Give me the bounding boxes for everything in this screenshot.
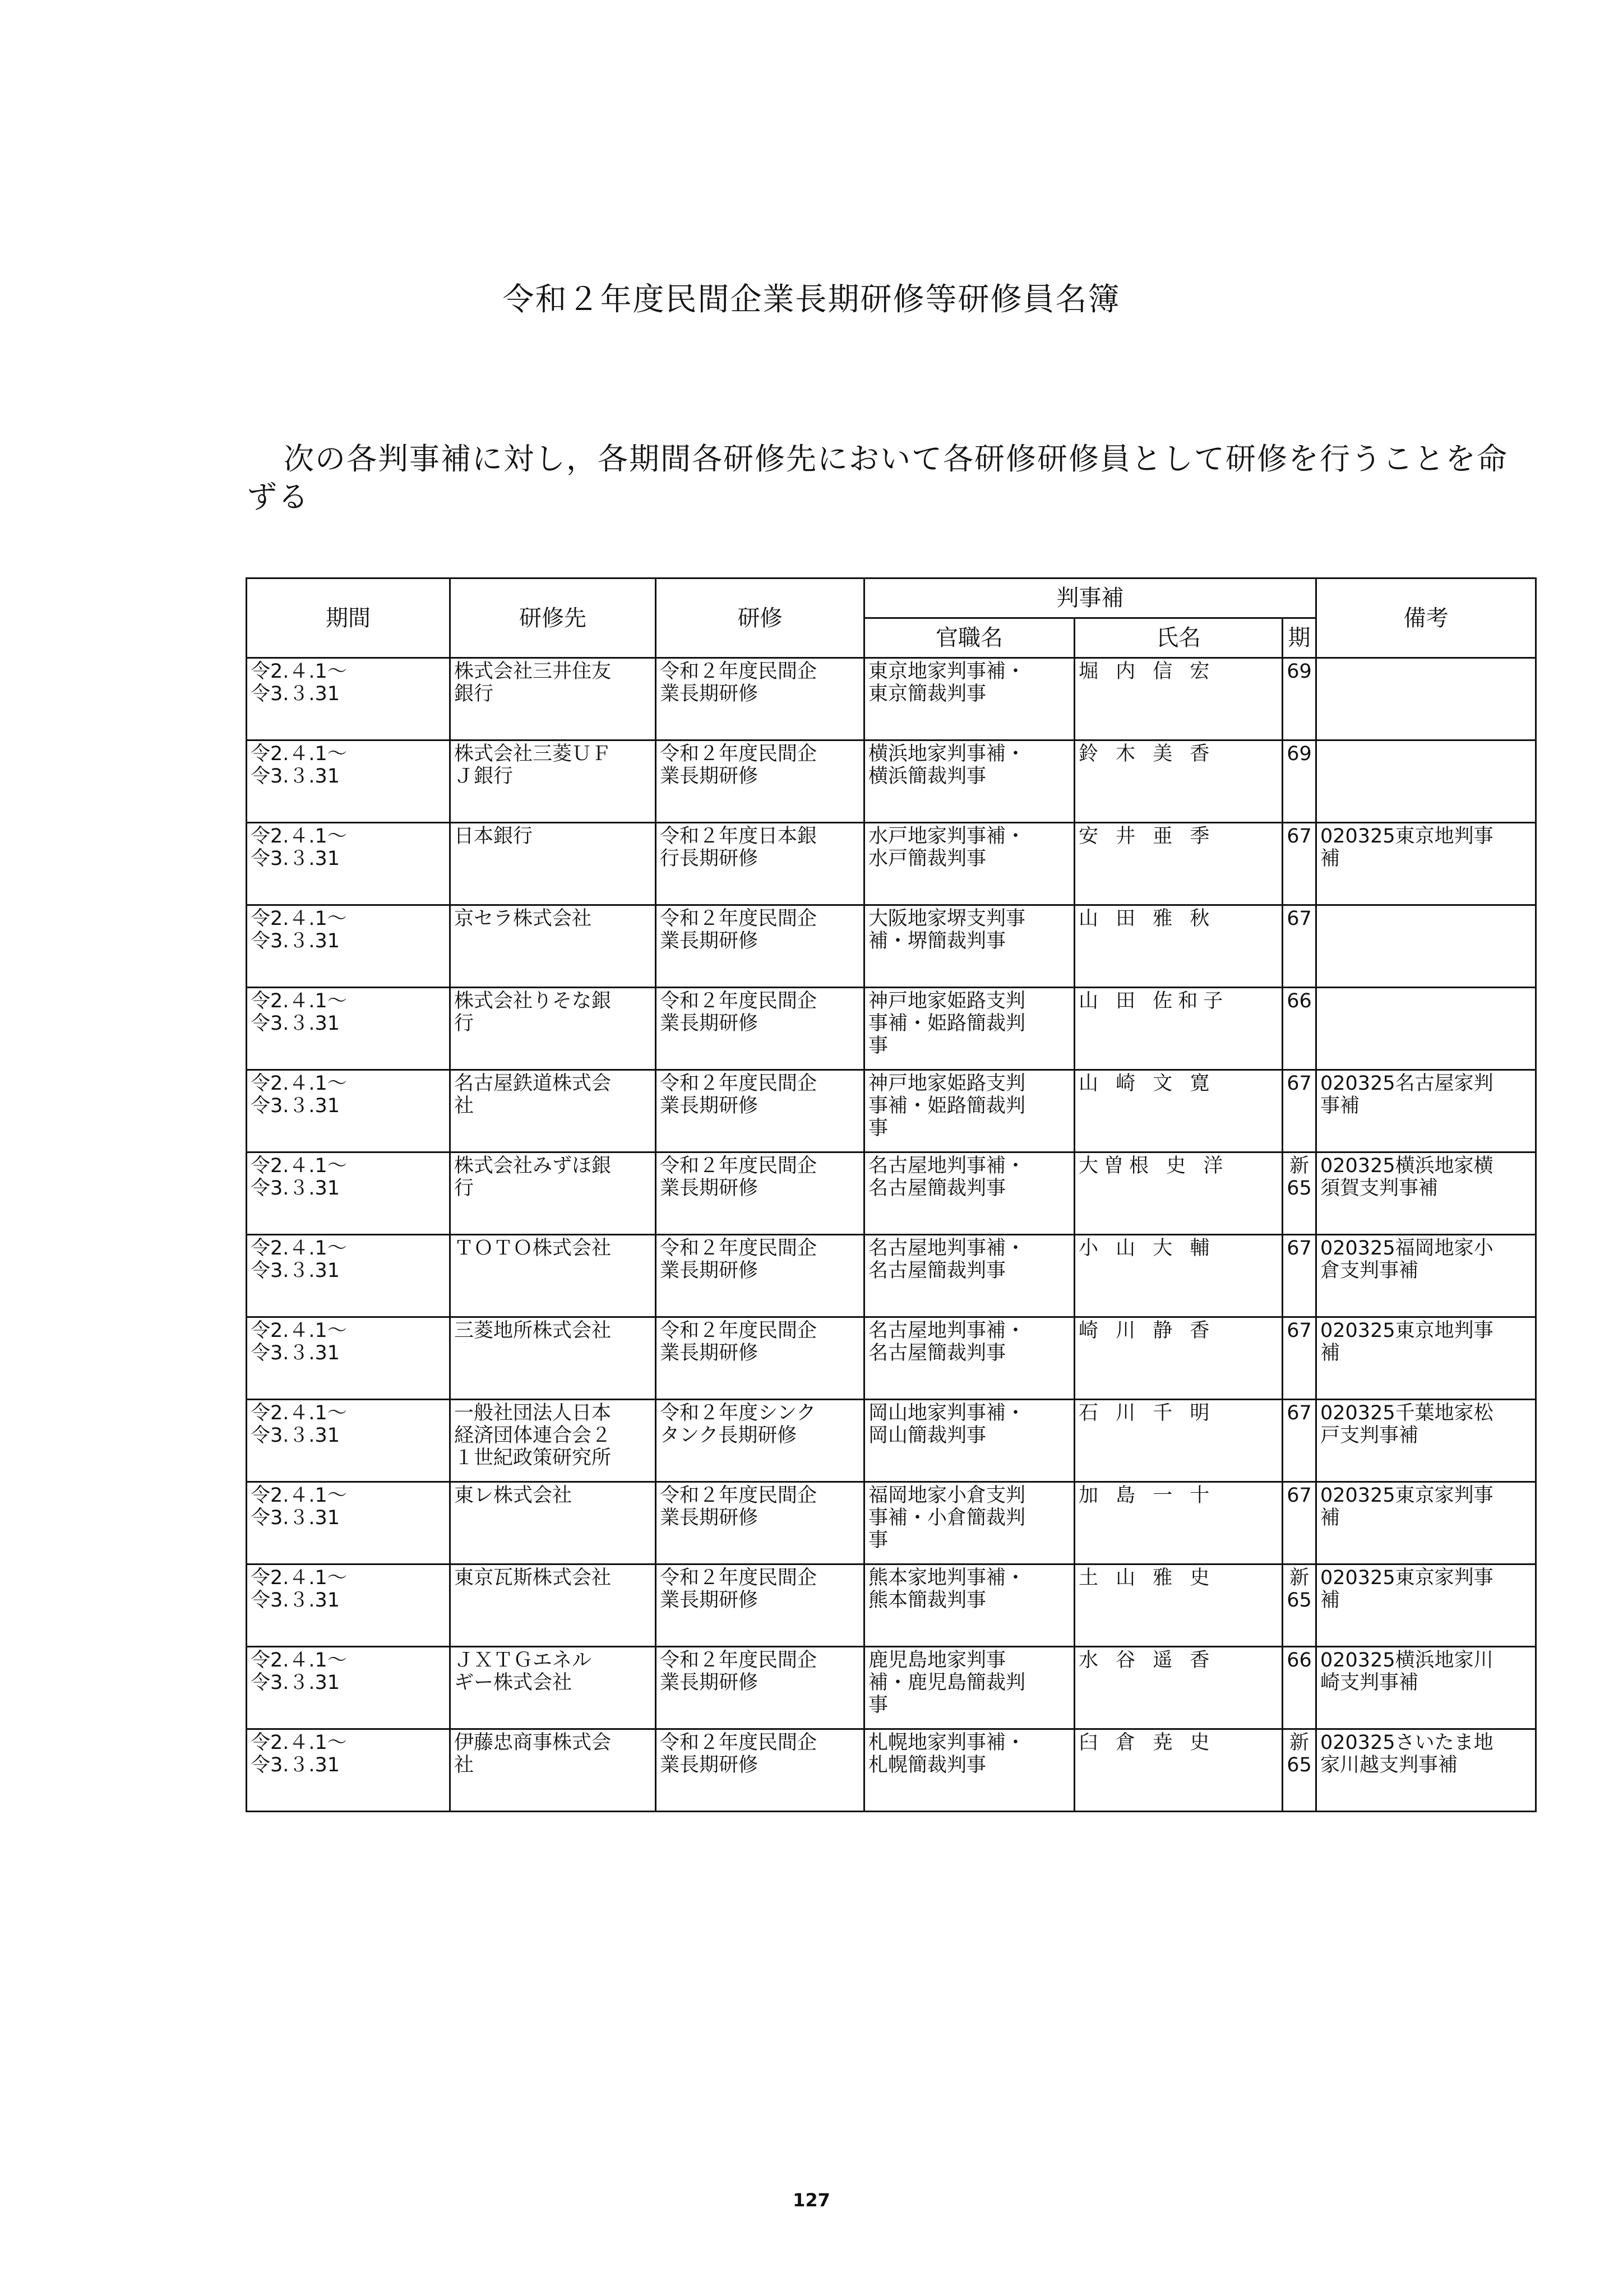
period-cell: 令2.４.1～ 令3.３.31 <box>247 905 450 988</box>
term-cell: 67 <box>1283 823 1316 905</box>
destination-cell: 伊藤忠商事株式会 社 <box>450 1729 656 1812</box>
position-cell: 東京地家判事補・ 東京簡裁判事 <box>864 658 1075 740</box>
remarks-cell <box>1316 988 1536 1070</box>
table-row <box>247 1152 1536 1235</box>
table-row <box>247 905 1536 988</box>
destination-cell: 三菱地所株式会社 <box>450 1317 656 1400</box>
training-cell: 令和２年度民間企 業長期研修 <box>656 1235 864 1317</box>
training-cell: 令和２年度日本銀 行長期研修 <box>656 823 864 905</box>
training-cell: 令和２年度民間企 業長期研修 <box>656 1070 864 1152</box>
table-row <box>247 988 1536 1070</box>
destination-cell: ＪＸＴＧエネル ギー株式会社 <box>450 1647 656 1729</box>
period-cell: 令2.４.1～ 令3.３.31 <box>247 1400 450 1482</box>
position-cell: 名古屋地判事補・ 名古屋簡裁判事 <box>864 1152 1075 1235</box>
remarks-cell <box>1316 905 1536 988</box>
term-cell: 66 <box>1283 988 1316 1070</box>
period-cell: 令2.４.1～ 令3.３.31 <box>247 1729 450 1812</box>
destination-cell: 名古屋鉄道株式会 社 <box>450 1070 656 1152</box>
term-cell: 67 <box>1283 1317 1316 1400</box>
remarks-cell: 020325東京家判事 補 <box>1316 1564 1536 1647</box>
term-cell: 67 <box>1283 1400 1316 1482</box>
name-cell: 山 崎 文 寛 <box>1075 1070 1283 1152</box>
position-cell: 神戸地家姫路支判 事補・姫路簡裁判 事 <box>864 988 1075 1070</box>
destination-cell: 一般社団法人日本 経済団体連合会２ １世紀政策研究所 <box>450 1400 656 1482</box>
term-cell: 67 <box>1283 905 1316 988</box>
term-cell: 67 <box>1283 1482 1316 1564</box>
remarks-cell: 020325さいたま地 家川越支判事補 <box>1316 1729 1536 1812</box>
name-cell: 石 川 千 明 <box>1075 1400 1283 1482</box>
destination-cell: 東京瓦斯株式会社 <box>450 1564 656 1647</box>
trainee-roster-table <box>246 577 1537 1812</box>
name-cell: 大曽根 史 洋 <box>1075 1152 1283 1235</box>
header-term: 期 <box>1283 618 1316 658</box>
training-cell: 令和２年度民間企 業長期研修 <box>656 1317 864 1400</box>
destination-cell: 日本銀行 <box>450 823 656 905</box>
intro-paragraph: 次の各判事補に対し，各期間各研修先において各研修研修員として研修を行うことを命ずる <box>247 441 1508 515</box>
name-cell: 安 井 亜 季 <box>1075 823 1283 905</box>
destination-cell: ＴＯＴＯ株式会社 <box>450 1235 656 1317</box>
table-row <box>247 740 1536 823</box>
destination-cell: 株式会社三井住友 銀行 <box>450 658 656 740</box>
position-cell: 神戸地家姫路支判 事補・姫路簡裁判 事 <box>864 1070 1075 1152</box>
term-cell: 新 65 <box>1283 1729 1316 1812</box>
table-row <box>247 823 1536 905</box>
position-cell: 福岡地家小倉支判 事補・小倉簡裁判 事 <box>864 1482 1075 1564</box>
training-cell: 令和２年度民間企 業長期研修 <box>656 988 864 1070</box>
training-cell: 令和２年度民間企 業長期研修 <box>656 1647 864 1729</box>
period-cell: 令2.４.1～ 令3.３.31 <box>247 1482 450 1564</box>
remarks-cell: 020325千葉地家松 戸支判事補 <box>1316 1400 1536 1482</box>
position-cell: 名古屋地判事補・ 名古屋簡裁判事 <box>864 1317 1075 1400</box>
period-cell: 令2.４.1～ 令3.３.31 <box>247 1152 450 1235</box>
remarks-cell: 020325東京家判事 補 <box>1316 1482 1536 1564</box>
training-cell: 令和２年度民間企 業長期研修 <box>656 740 864 823</box>
destination-cell: 京セラ株式会社 <box>450 905 656 988</box>
period-cell: 令2.４.1～ 令3.３.31 <box>247 658 450 740</box>
table-row <box>247 1647 1536 1729</box>
name-cell: 崎 川 静 香 <box>1075 1317 1283 1400</box>
name-cell: 堀 内 信 宏 <box>1075 658 1283 740</box>
position-cell: 大阪地家堺支判事 補・堺簡裁判事 <box>864 905 1075 988</box>
term-cell: 69 <box>1283 658 1316 740</box>
header-remarks: 備考 <box>1316 578 1536 658</box>
table-row <box>247 1482 1536 1564</box>
name-cell: 小 山 大 輔 <box>1075 1235 1283 1317</box>
name-cell: 土 山 雅 史 <box>1075 1564 1283 1647</box>
period-cell: 令2.４.1～ 令3.３.31 <box>247 1070 450 1152</box>
training-cell: 令和２年度民間企 業長期研修 <box>656 905 864 988</box>
destination-cell: 株式会社りそな銀 行 <box>450 988 656 1070</box>
remarks-cell: 020325名古屋家判 事補 <box>1316 1070 1536 1152</box>
period-cell: 令2.４.1～ 令3.３.31 <box>247 1647 450 1729</box>
table-row <box>247 658 1536 740</box>
training-cell: 令和２年度民間企 業長期研修 <box>656 658 864 740</box>
name-cell: 臼 倉 尭 史 <box>1075 1729 1283 1812</box>
term-cell: 69 <box>1283 740 1316 823</box>
name-cell: 山 田 雅 秋 <box>1075 905 1283 988</box>
table-row <box>247 1564 1536 1647</box>
header-name: 氏名 <box>1075 618 1283 658</box>
position-cell: 鹿児島地家判事 補・鹿児島簡裁判 事 <box>864 1647 1075 1729</box>
destination-cell: 株式会社みずほ銀 行 <box>450 1152 656 1235</box>
remarks-cell: 020325横浜地家横 須賀支判事補 <box>1316 1152 1536 1235</box>
header-training: 研修 <box>656 578 864 658</box>
name-cell: 鈴 木 美 香 <box>1075 740 1283 823</box>
remarks-cell <box>1316 658 1536 740</box>
training-cell: 令和２年度シンク タンク長期研修 <box>656 1400 864 1482</box>
table-row <box>247 1235 1536 1317</box>
table-row <box>247 1400 1536 1482</box>
period-cell: 令2.４.1～ 令3.３.31 <box>247 1235 450 1317</box>
destination-cell: 東レ株式会社 <box>450 1482 656 1564</box>
position-cell: 熊本家地判事補・ 熊本簡裁判事 <box>864 1564 1075 1647</box>
page-number: 127 <box>793 2189 830 2211</box>
term-cell: 66 <box>1283 1647 1316 1729</box>
period-cell: 令2.４.1～ 令3.３.31 <box>247 740 450 823</box>
period-cell: 令2.４.1～ 令3.３.31 <box>247 1564 450 1647</box>
remarks-cell: 020325東京地判事 補 <box>1316 1317 1536 1400</box>
term-cell: 67 <box>1283 1235 1316 1317</box>
period-cell: 令2.４.1～ 令3.３.31 <box>247 988 450 1070</box>
table-row <box>247 1317 1536 1400</box>
position-cell: 名古屋地判事補・ 名古屋簡裁判事 <box>864 1235 1075 1317</box>
header-judge-group: 判事補 <box>864 578 1316 618</box>
period-cell: 令2.４.1～ 令3.３.31 <box>247 823 450 905</box>
document-title: 令和２年度民間企業長期研修等研修員名簿 <box>502 281 1121 318</box>
remarks-cell: 020325東京地判事 補 <box>1316 823 1536 905</box>
name-cell: 加 島 一 十 <box>1075 1482 1283 1564</box>
position-cell: 岡山地家判事補・ 岡山簡裁判事 <box>864 1400 1075 1482</box>
table-row <box>247 1729 1536 1812</box>
remarks-cell <box>1316 740 1536 823</box>
header-position: 官職名 <box>864 618 1075 658</box>
position-cell: 水戸地家判事補・ 水戸簡裁判事 <box>864 823 1075 905</box>
training-cell: 令和２年度民間企 業長期研修 <box>656 1729 864 1812</box>
remarks-cell: 020325福岡地家小 倉支判事補 <box>1316 1235 1536 1317</box>
position-cell: 横浜地家判事補・ 横浜簡裁判事 <box>864 740 1075 823</box>
name-cell: 水 谷 遥 香 <box>1075 1647 1283 1729</box>
destination-cell: 株式会社三菱ＵＦ Ｊ銀行 <box>450 740 656 823</box>
header-destination: 研修先 <box>450 578 656 658</box>
remarks-cell: 020325横浜地家川 崎支判事補 <box>1316 1647 1536 1729</box>
training-cell: 令和２年度民間企 業長期研修 <box>656 1564 864 1647</box>
term-cell: 67 <box>1283 1070 1316 1152</box>
training-cell: 令和２年度民間企 業長期研修 <box>656 1482 864 1564</box>
training-cell: 令和２年度民間企 業長期研修 <box>656 1152 864 1235</box>
name-cell: 山 田 佐和子 <box>1075 988 1283 1070</box>
position-cell: 札幌地家判事補・ 札幌簡裁判事 <box>864 1729 1075 1812</box>
table-row <box>247 1070 1536 1152</box>
period-cell: 令2.４.1～ 令3.３.31 <box>247 1317 450 1400</box>
header-period: 期間 <box>247 578 450 658</box>
term-cell: 新 65 <box>1283 1152 1316 1235</box>
term-cell: 新 65 <box>1283 1564 1316 1647</box>
